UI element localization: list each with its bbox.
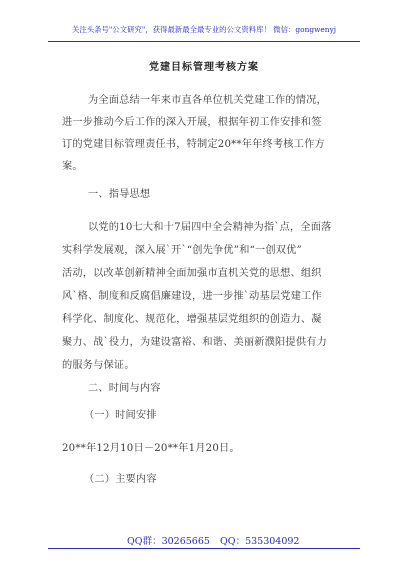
section1-line: 科学化、制度化、规范化，增强基层党组织的创造力、凝: [62, 314, 322, 325]
footer-qq: QQ：535304092: [220, 536, 300, 547]
page-header-banner: 关注头条号"公文研究"，获得最新最全最专业的公文资料库！ 微信：gongwenyj: [71, 25, 337, 34]
section-heading: 二、时间与内容: [88, 383, 161, 394]
footer-qq-group: QQ群：30265665: [127, 536, 210, 547]
section-heading: 一、指导思想: [88, 189, 151, 200]
section1-line: 的服务与保证。: [62, 360, 135, 371]
intro-line: 订的党建目标管理责任书，特制定20**年年终考核工作方: [62, 139, 325, 150]
schedule-text: 20**年12月10日－20**年1月20日。: [62, 443, 240, 454]
section1-line: 实科学发展观，深入展`开`“创先争优”和“一创双优”: [62, 245, 302, 256]
footer-divider: [48, 548, 360, 549]
document-title: 党建目标管理考核方案: [149, 62, 259, 73]
intro-line: 案。: [62, 161, 83, 172]
section1-line: 风`格、制度和反腐倡廉建设，进一步推`动基层党建工作: [62, 291, 322, 302]
intro-line: 为全面总结一年来市直各单位机关党建工作的情况，: [88, 95, 327, 106]
section1-line: 活动，以改革创新精神全面加强市直机关党的思想、组织: [62, 268, 322, 279]
section1-line: 以党的10七大和十7届四中全会精神为指`点，全面落: [88, 222, 332, 233]
intro-line: 进一步推动今后工作的深入开展，根据年初工作安排和签: [62, 117, 322, 128]
subsection-heading: （二）主要内容: [84, 474, 157, 485]
header-divider: [48, 41, 360, 42]
section1-line: 聚力、战`役力，为建设富裕、和谐、美丽新濮阳提供有力: [62, 337, 327, 348]
subsection-heading: （一）时间安排: [84, 410, 157, 421]
